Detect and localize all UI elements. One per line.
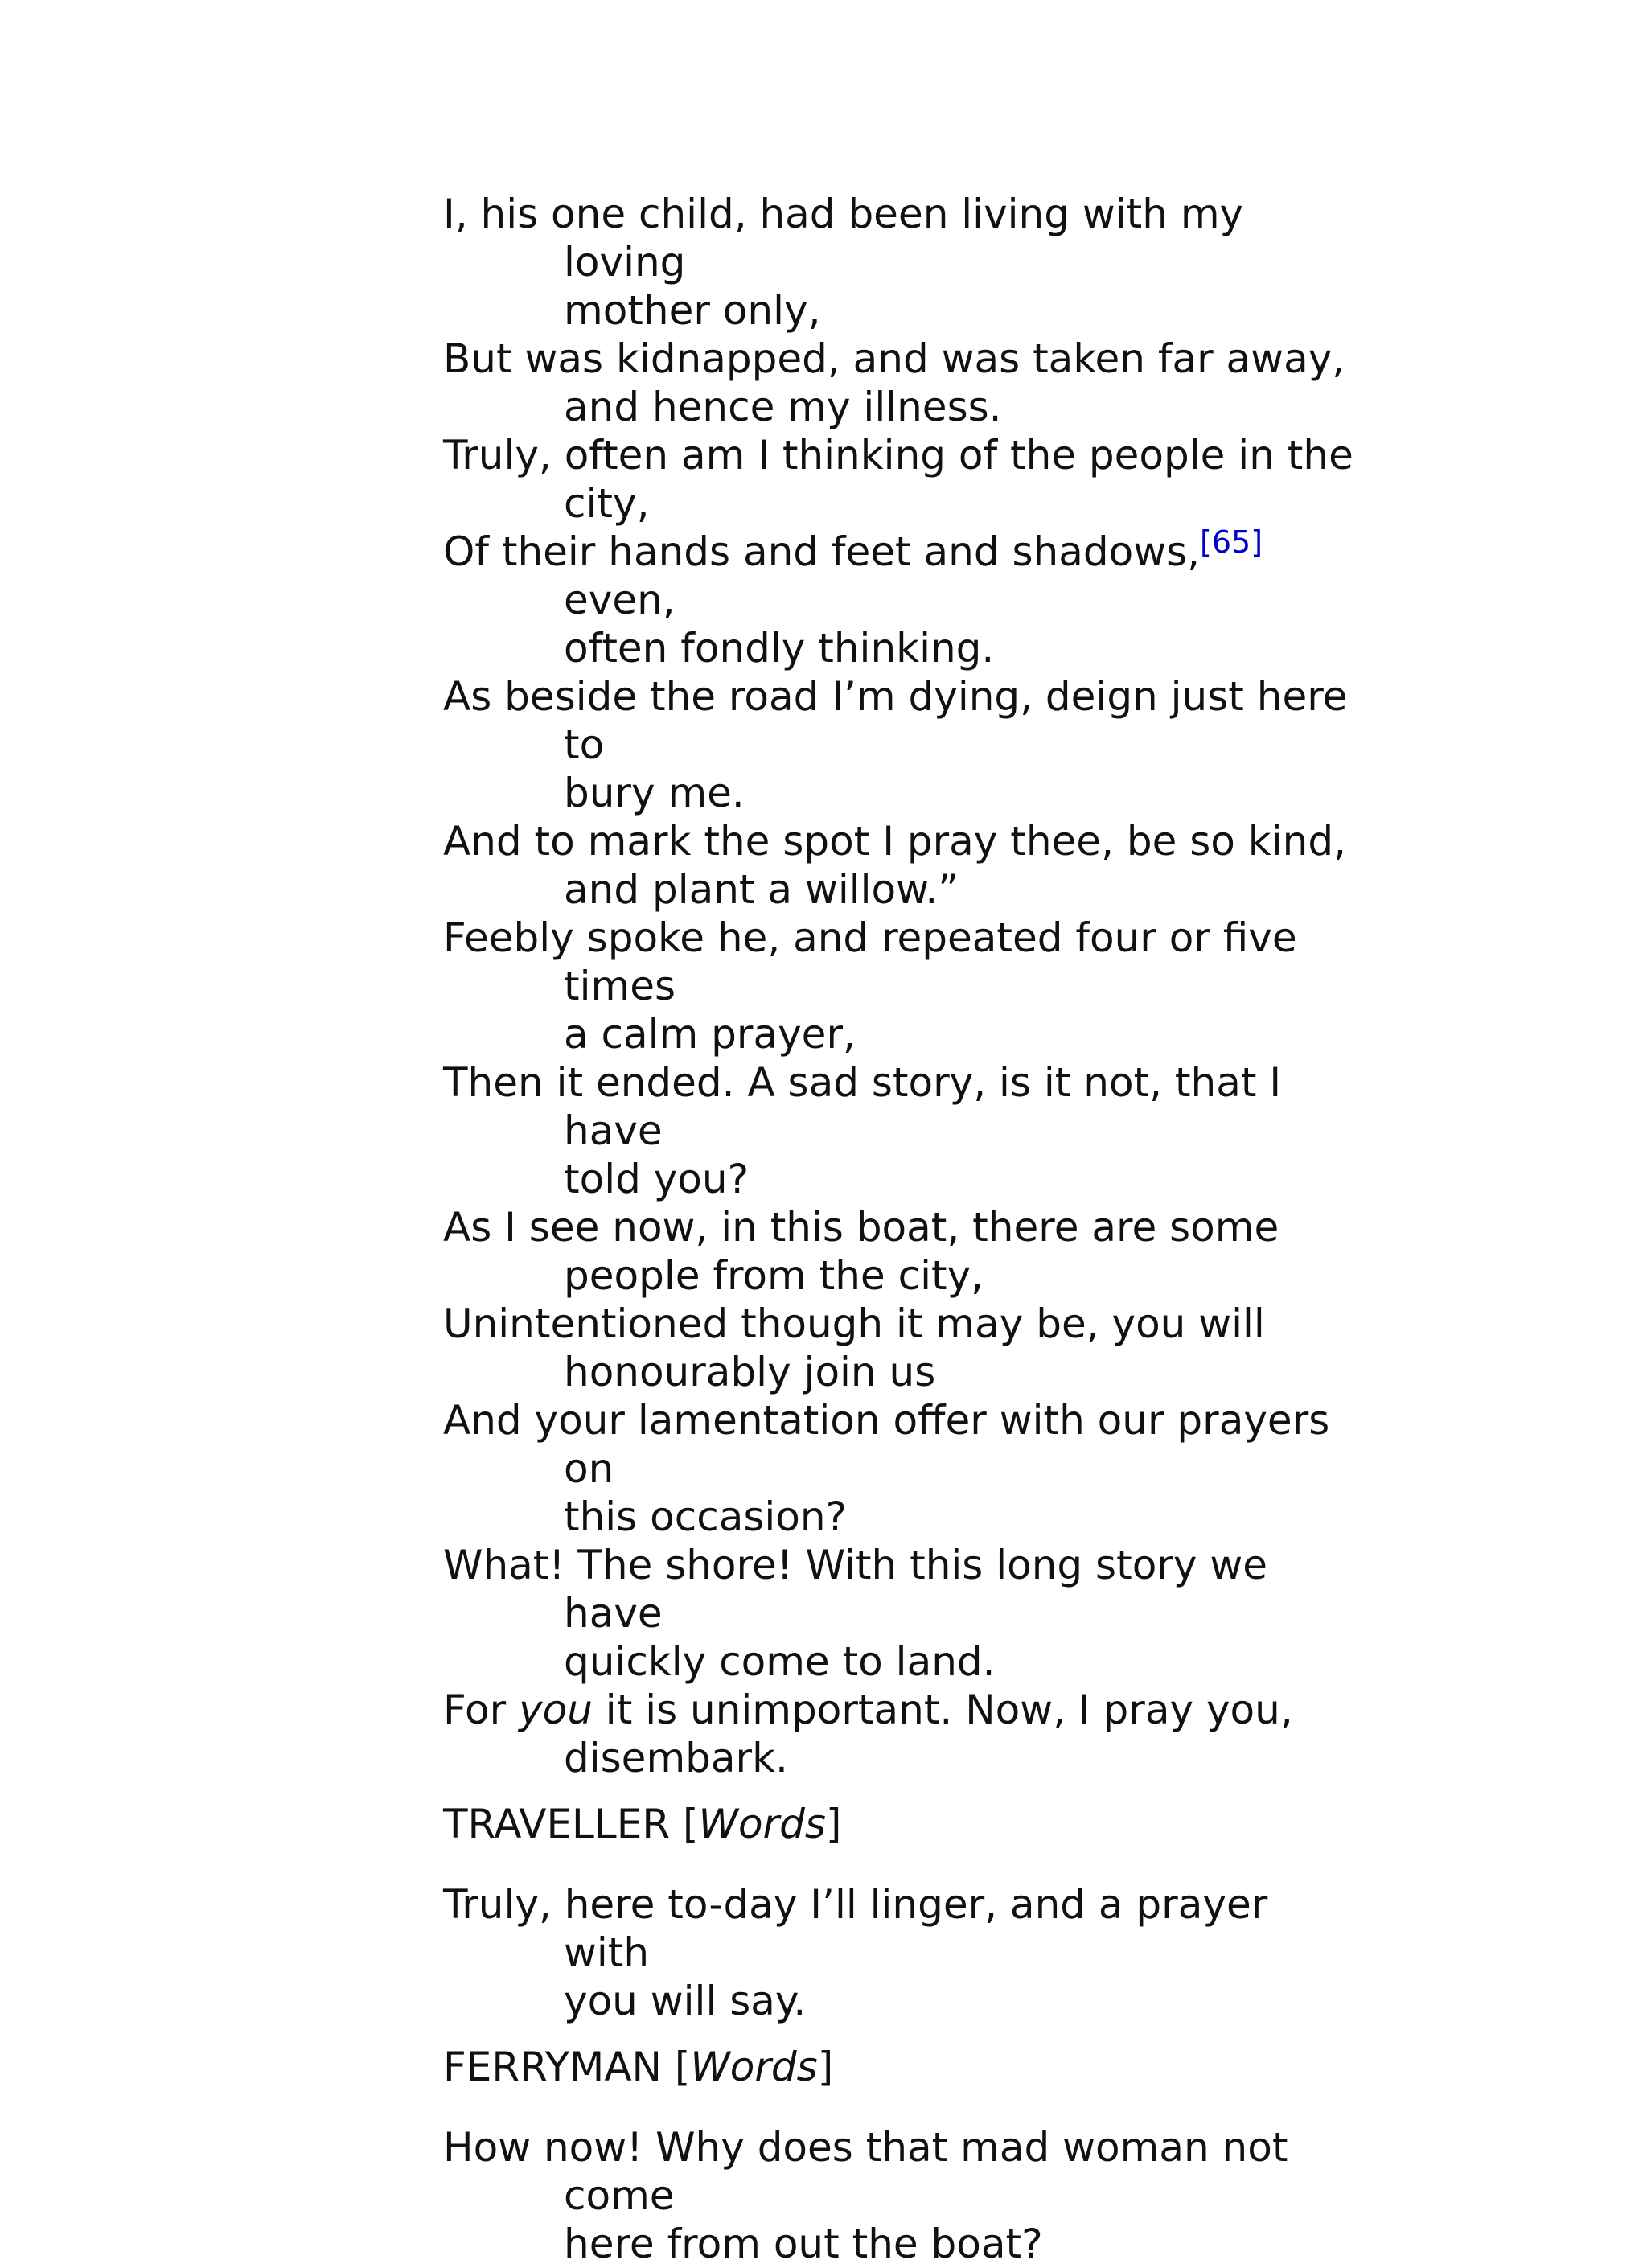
speaker-name: FERRYMAN [: [443, 2044, 691, 2090]
verse-line-text: And to mark the spot I pray thee, be so kind,: [443, 818, 1346, 865]
verse-line-continuation: this occasion?: [564, 1494, 848, 1540]
footnote-link[interactable]: [65]: [1200, 524, 1263, 560]
verse-line-continuation: bury me.: [564, 770, 745, 816]
emphasized-word: you: [519, 1687, 593, 1733]
verse-line: [443, 1203, 1360, 1300]
verse-line: [443, 190, 1360, 335]
verse-line-continuation: quickly come to land.: [564, 1638, 996, 1685]
stage-direction: Words: [698, 1801, 826, 1847]
verse-line-text: Unintentioned though it may be, you will: [443, 1300, 1265, 1347]
document-page: [443, 190, 1360, 2268]
verse-line-text: Truly, here to-day I’ll linger, and a prayer with: [443, 1881, 1268, 1976]
verse-line-continuation: and plant a willow.”: [564, 866, 959, 913]
verse-line-continuation: people from the city,: [564, 1252, 984, 1299]
verse-line-text: As I see now, in this boat, there are some: [443, 1204, 1279, 1251]
verse-line: [443, 1058, 1360, 1203]
verse-stanza: [443, 190, 1360, 1782]
bracket: ]: [825, 1801, 842, 1847]
speaker-heading-ferryman: [443, 2043, 1360, 2091]
bracket: ]: [817, 2044, 834, 2090]
verse-line: [443, 1541, 1360, 1686]
verse-line: [443, 1686, 1360, 1782]
verse-line-text: But was kidnapped, and was taken far away,: [443, 335, 1345, 382]
verse-line-text: How now! Why does that mad woman not come: [443, 2124, 1288, 2219]
verse-line-text: Of their hands and feet and shadows,: [443, 528, 1201, 575]
verse-line-text: For: [443, 1687, 520, 1733]
verse-line: [443, 1880, 1360, 2025]
verse-line-continuation: often fondly thinking.: [564, 625, 995, 672]
verse-line-text: Then it ended. A sad story, is it not, that I have: [443, 1059, 1282, 1154]
verse-line-text: And your lamentation offer with our prayers on: [443, 1397, 1330, 1492]
verse-line-continuation: honourably join us: [564, 1349, 936, 1395]
verse-line-text: I, his one child, had been living with my loving: [443, 191, 1244, 286]
verse-line-continuation: city,: [564, 480, 650, 527]
verse-line-text: even,: [564, 577, 676, 623]
verse-stanza: [443, 2123, 1360, 2268]
verse-line: [443, 524, 1360, 672]
speaker-heading-traveller: [443, 1800, 1360, 1848]
verse-line: [443, 1300, 1360, 1396]
verse-line: [443, 1396, 1360, 1541]
verse-stanza: [443, 1880, 1360, 2025]
verse-line-continuation: told you?: [564, 1156, 750, 1202]
verse-line-text: Feebly spoke he, and repeated four or five times: [443, 914, 1297, 1009]
verse-line-text: it is unimportant. Now, I pray you,: [592, 1687, 1293, 1733]
verse-line: [443, 431, 1360, 528]
verse-line-text: As beside the road I’m dying, deign just here to: [443, 673, 1348, 768]
verse-line: [443, 2123, 1360, 2268]
verse-line-continuation: and hence my illness.: [564, 384, 1002, 430]
verse-line: [443, 672, 1360, 817]
verse-line-continuation: here from out the boat?: [564, 2221, 1043, 2267]
verse-line-continuation: disembark.: [564, 1735, 788, 1781]
verse-line-text: Truly, often am I thinking of the people in the: [443, 432, 1353, 479]
verse-line-continuation: a calm prayer,: [564, 1011, 856, 1058]
speaker-name: TRAVELLER [: [443, 1801, 699, 1847]
stage-direction: Words: [690, 2044, 818, 2090]
verse-line-continuation: you will say.: [564, 1978, 807, 2024]
verse-line: [443, 335, 1360, 431]
verse-line-continuation: mother only,: [564, 287, 821, 334]
verse-line-text: What! The shore! With this long story we have: [443, 1542, 1267, 1637]
verse-line: [443, 914, 1360, 1058]
verse-line: [443, 817, 1360, 914]
